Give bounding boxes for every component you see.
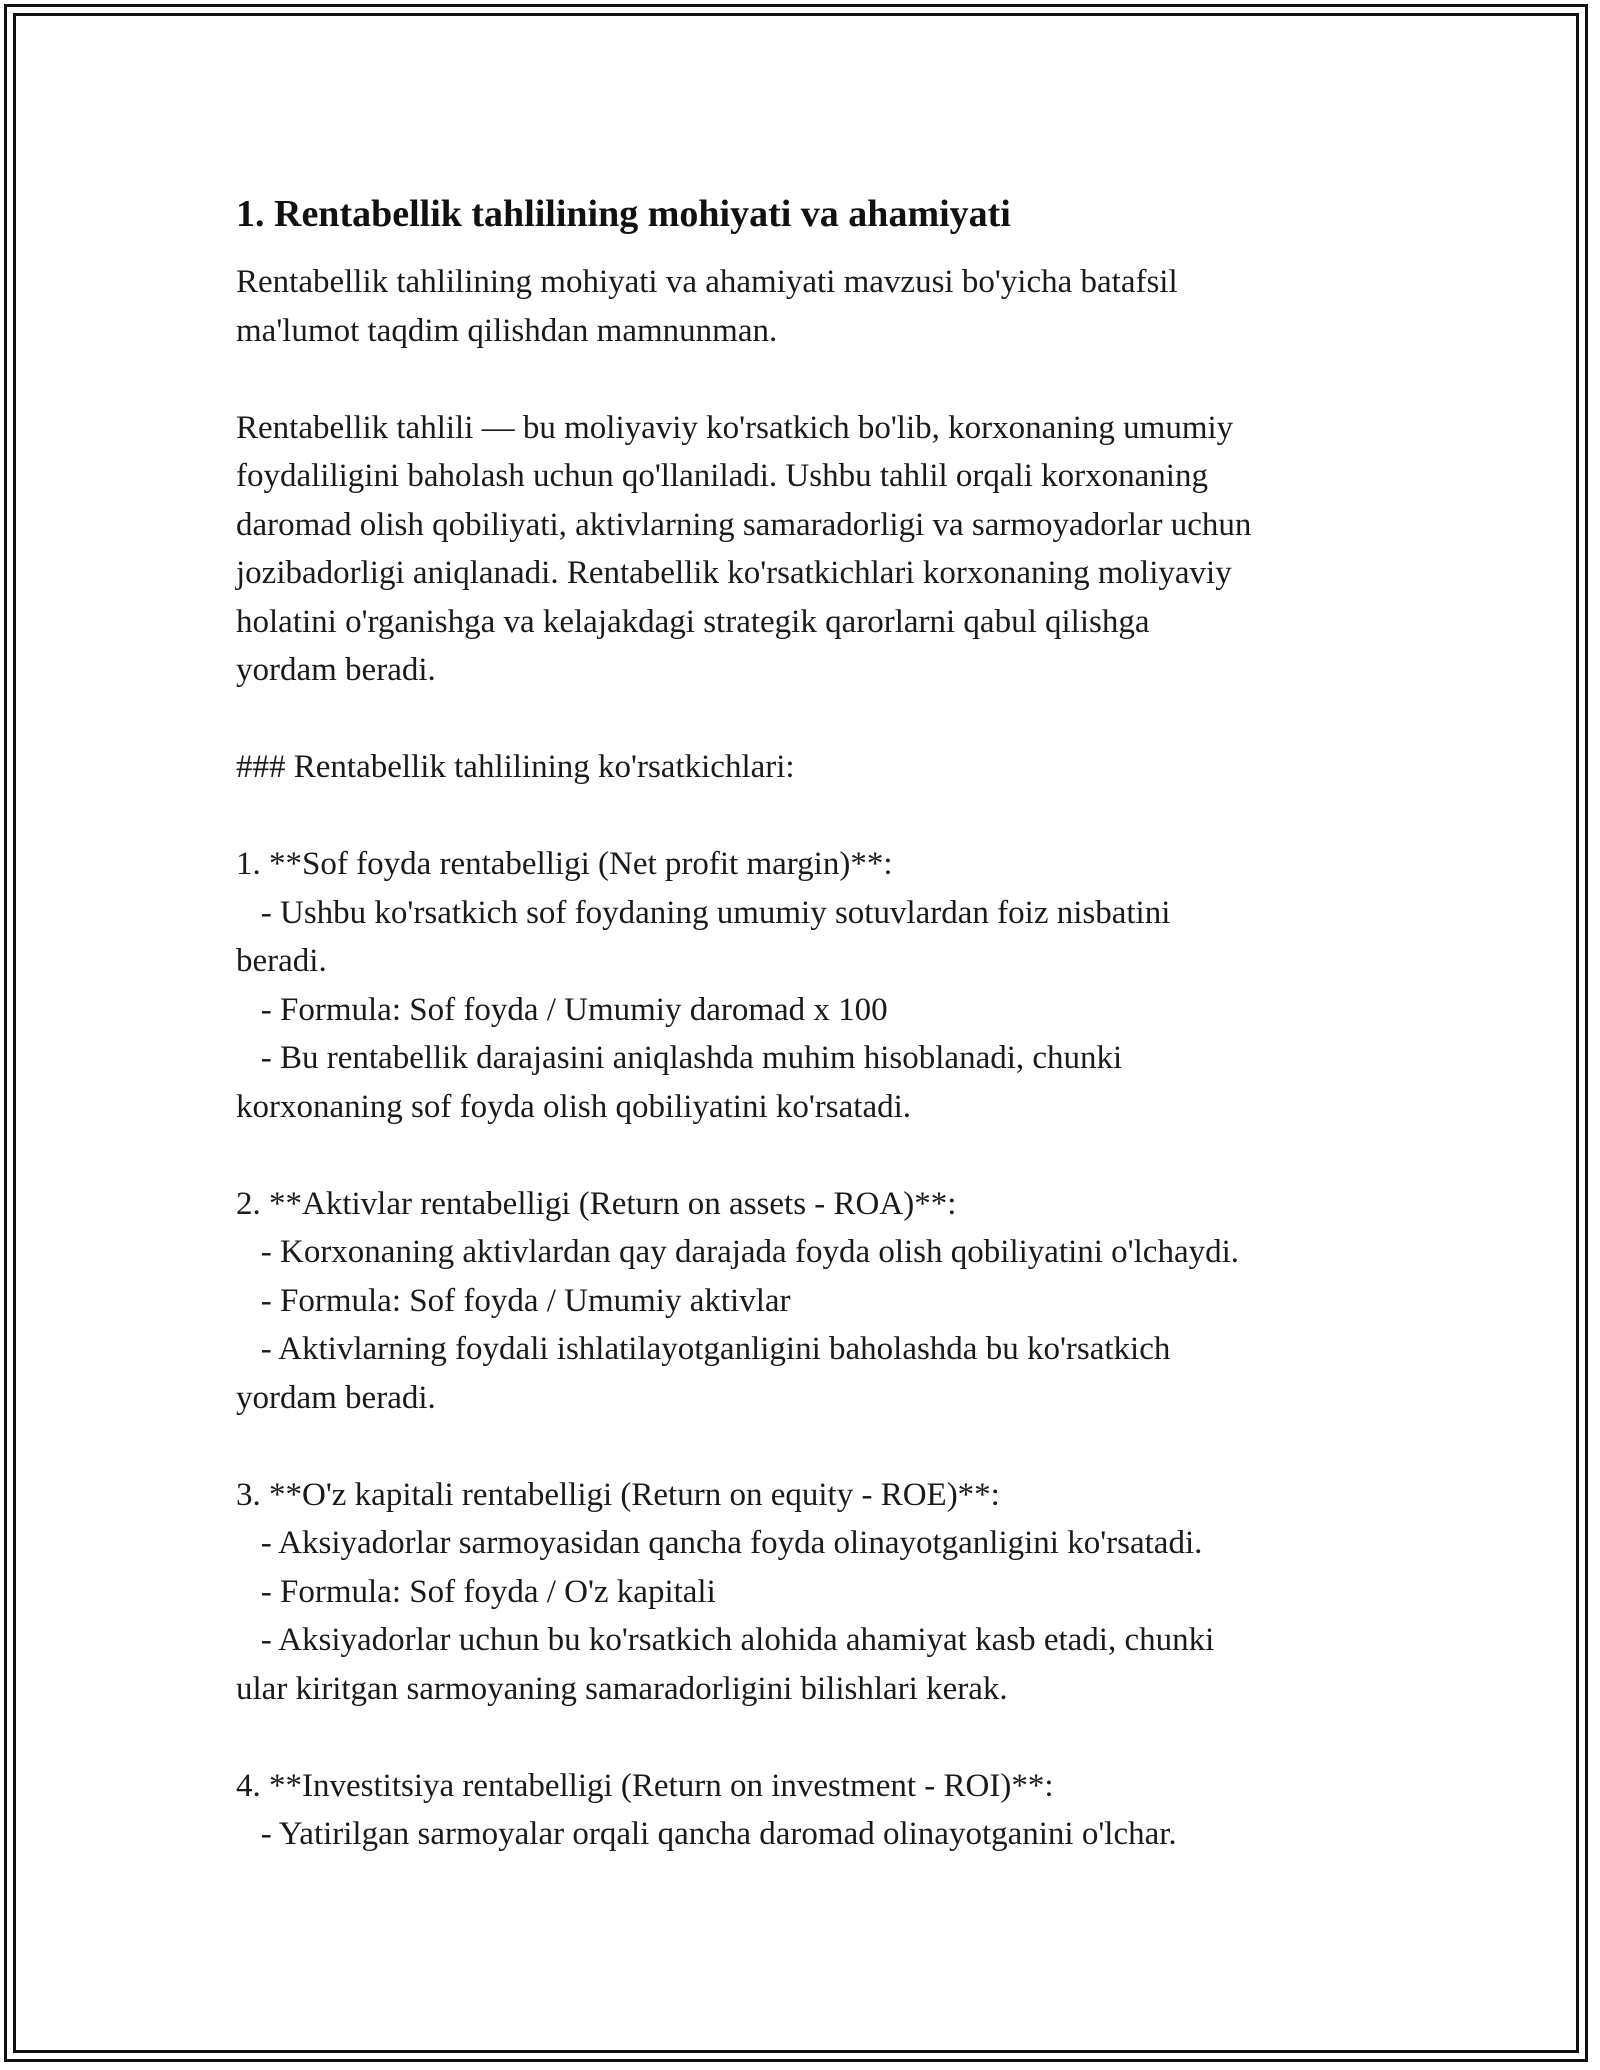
paragraph-spacer: [236, 1131, 1376, 1180]
document-title: 1. Rentabellik tahlilining mohiyati va ahamiyati: [236, 193, 1011, 235]
intro-paragraph: Rentabellik tahlilining mohiyati va ahamiyati mavzusi bo'yicha batafsil ma'lumot taqdim qilishdan mamnunman.: [236, 264, 1178, 349]
paragraph-spacer: [236, 355, 1376, 404]
section-heading: ### Rentabellik tahlilining ko'rsatkichlari:: [236, 749, 795, 785]
paragraph-spacer: [236, 792, 1376, 841]
definition-paragraph: Rentabellik tahlili — bu moliyaviy ko'rsatkich bo'lib, korxonaning umumiy foydaliligini baholash uchun qo'llaniladi. Ushbu tahlil orqali korxonaning daromad olish qobiliyati, aktivlarning samaradorligi va sarmoyadorlar uchun jozibadorligi aniqlanadi. Rentabellik ko'rsatkichlari korxonaning moliyaviy holatini o'rganishga va kelajakdagi strategik qarorlarni qabul qilishga yordam beradi.: [236, 409, 1252, 688]
paragraph-spacer: [236, 1422, 1376, 1471]
paragraph-spacer: [236, 1713, 1376, 1762]
document-body: [236, 188, 1376, 1859]
list-item-roe: 3. **O'z kapitali rentabelligi (Return on equity - ROE)**: - Aksiyadorlar sarmoyasidan qancha foyda olinayotganligini ko'rsatadi. - Formula: Sof foyda / O'z kapitali - Aksiyadorlar uchun bu ko'rsatkich alohida ahamiyat kasb etadi, chunki ular kiritgan sarmoyaning samaradorligini bilishlari kerak.: [236, 1476, 1215, 1707]
list-item-net-profit-margin: 1. **Sof foyda rentabelligi (Net profit margin)**: - Ushbu ko'rsatkich sof foydaning umumiy sotuvlardan foiz nisbatini beradi. - Formula: Sof foyda / Umumiy daromad x 100 - Bu rentabellik darajasini aniqlashda muhim hisoblanadi, chunki korxonaning sof foyda olish qobiliyatini ko'rsatadi.: [236, 846, 1171, 1125]
list-item-roa: 2. **Aktivlar rentabelligi (Return on assets - ROA)**: - Korxonaning aktivlardan qay darajada foyda olish qobiliyatini o'lchaydi. - Formula: Sof foyda / Umumiy aktivlar - Aktivlarning foydali ishlatilayotganligini baholashda bu ko'rsatkich yordam beradi.: [236, 1185, 1240, 1416]
list-item-roi: 4. **Investitsiya rentabelligi (Return on investment - ROI)**: - Yatirilgan sarmoyalar orqali qancha daromad olinayotganini o'lchar.: [236, 1767, 1177, 1852]
paragraph-spacer: [236, 695, 1376, 744]
